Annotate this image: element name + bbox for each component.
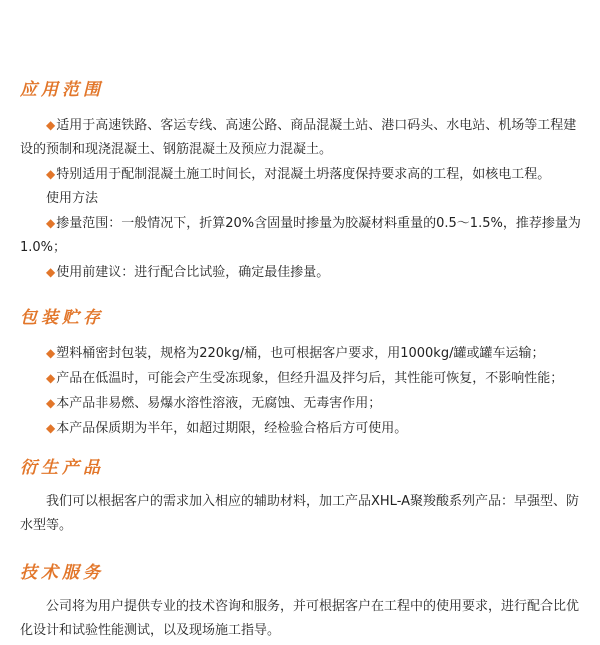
packaging-section-title: 包装贮存 [20, 308, 104, 328]
diamond-bullet-icon: ◆ [46, 346, 56, 360]
list-item: ◆特别适用于配制混凝土施工时间长，对混凝土坍落度保持要求高的工程，如核电工程。 [46, 167, 551, 182]
technical-service-section-title: 技术服务 [20, 563, 104, 583]
diamond-bullet-icon: ◆ [46, 421, 56, 435]
list-item: ◆使用前建议：进行配合比试验，确定最佳掺量。 [46, 265, 330, 280]
derived-products-text: 我们可以根据客户的需求加入相应的辅助材料，加工产品XHL-A聚羧酸系列产品：早强型、防水型等。 [20, 494, 579, 533]
application-section-body [20, 113, 582, 285]
list-item: ◆产品在低温时，可能会产生受冻现象，但经升温及拌匀后，其性能可恢复，不影响性能； [46, 371, 564, 386]
diamond-bullet-icon: ◆ [46, 118, 56, 132]
application-section-title: 应用范围 [20, 80, 104, 100]
derived-products-section-title: 衍生产品 [20, 458, 104, 478]
packaging-section-body [20, 341, 582, 441]
diamond-bullet-icon: ◆ [46, 371, 56, 385]
technical-service-text: 公司将为用户提供专业的技术咨询和服务，并可根据客户在工程中的使用要求，进行配合比优化设计和试验性能测试，以及现场施工指导。 [20, 599, 580, 638]
diamond-bullet-icon: ◆ [46, 216, 56, 230]
list-item: ◆适用于高速铁路、客运专线、高速公路、商品混凝土站、港口码头、水电站、机场等工程建设的预制和现浇混凝土、钢筋混凝土及预应力混凝土。 [20, 118, 577, 157]
diamond-bullet-icon: ◆ [46, 396, 56, 410]
diamond-bullet-icon: ◆ [46, 265, 56, 279]
list-item: ◆本产品非易燃、易爆水溶性溶液，无腐蚀、无毒害作用； [46, 396, 382, 411]
list-item: ◆塑料桶密封包装，规格为220kg/桶，也可根据客户要求，用1000kg/罐或罐车运输； [46, 346, 545, 361]
list-item: ◆本产品保质期为半年，如超过期限，经检验合格后方可使用。 [46, 421, 408, 436]
list-item: ◆掺量范围：一般情况下，折算20%含固量时掺量为胶凝材料重量的0.5～1.5%，推荐掺量为1.0%； [20, 216, 581, 255]
usage-heading: 使用方法 [46, 191, 99, 206]
diamond-bullet-icon: ◆ [46, 167, 56, 181]
